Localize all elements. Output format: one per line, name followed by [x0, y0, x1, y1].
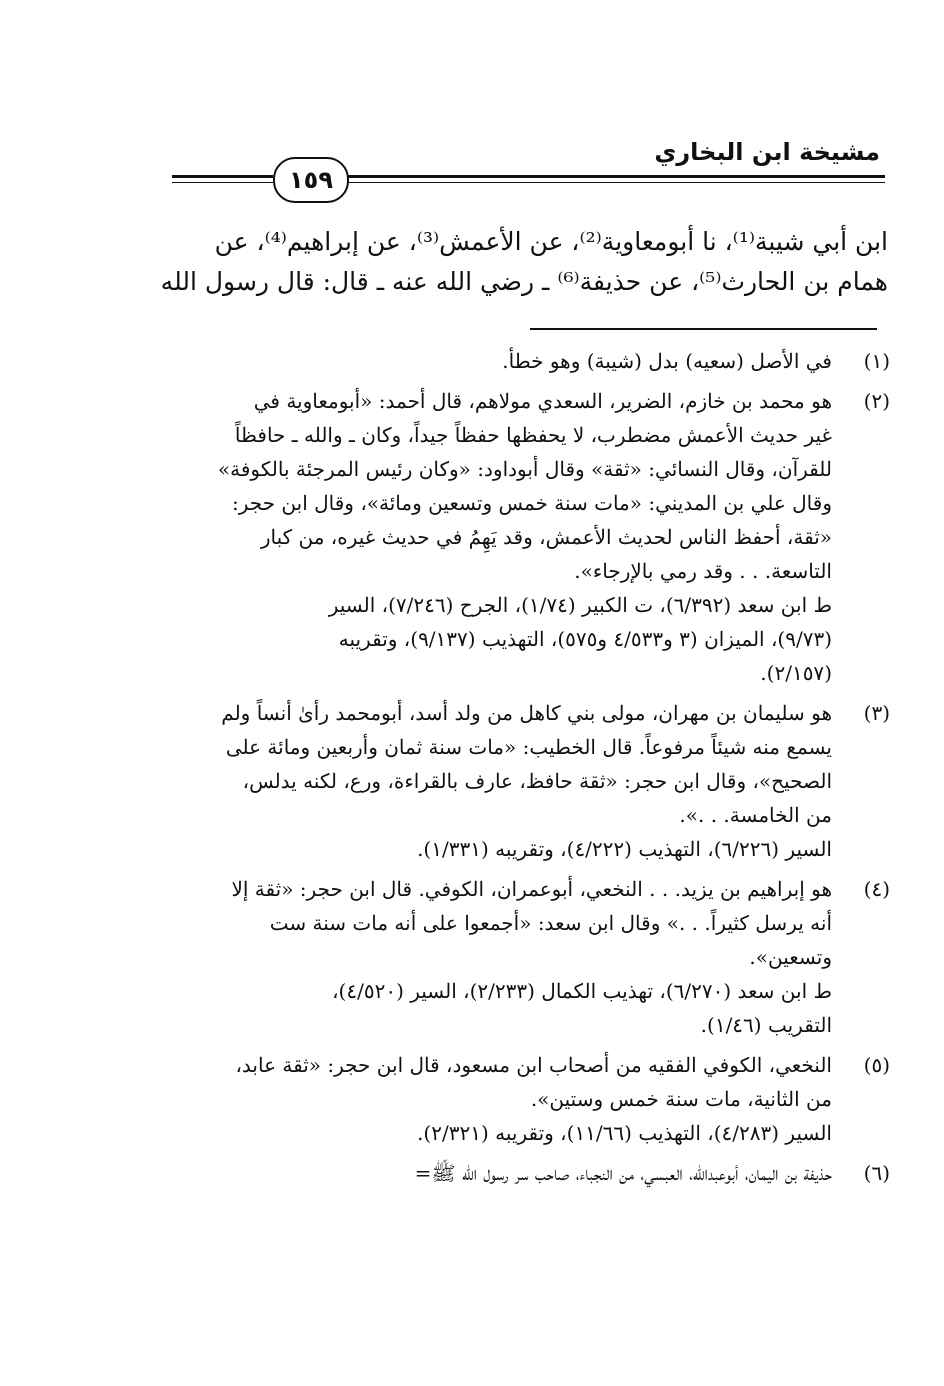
- footnote-line: ط ابن سعد (٦/٢٧٠)، تهذيب الكمال (٢/٢٣٣)، السير (٤/٥٢٠)،: [332, 979, 832, 1003]
- footnote-line: من الخامسة. . .».: [679, 803, 832, 827]
- footnote-3: [160, 696, 890, 866]
- footnote-line: في الأصل (سعيه) بدل (شيبة) وهو خطأ.: [502, 349, 832, 373]
- footnote-line: النخعي، الكوفي الفقيه من أصحاب ابن مسعود، قال ابن حجر: «ثقة عابد،: [235, 1053, 832, 1077]
- page-number: ١٥٩: [289, 166, 333, 194]
- main-text-line: ابن أبي شيبة⁽¹⁾، نا أبومعاوية⁽²⁾، عن الأعمش⁽³⁾، عن إبراهيم⁽⁴⁾، عن: [214, 227, 888, 256]
- header-rule-left-thin: [172, 182, 273, 183]
- footnote-line: يسمع منه شيئاً مرفوعاً. قال الخطيب: «مات سنة ثمان وأربعين ومائة على: [225, 735, 832, 759]
- footnote-line: «ثقة، أحفظ الناس لحديث الأعمش، وقد يَهِمُ في حديث غيره، من كبار: [260, 525, 832, 549]
- header-rule-thick: [345, 175, 885, 178]
- footnote-number: (٢): [863, 389, 890, 413]
- footnote-line: من الثانية، مات سنة خمس وستين».: [530, 1087, 832, 1111]
- footnote-line: حذيفة بن اليمان، أبوعبدالله، العبسي، من النجباء، صاحب سر رسول الله ﷺ=: [414, 1161, 832, 1185]
- footnote-line: ط ابن سعد (٦/٣٩٢)، ت الكبير (١/٧٤)، الجرح (٧/٢٤٦)، السير: [328, 593, 832, 617]
- footnote-line: السير (٤/٢٨٣)، التهذيب (١١/٦٦)، وتقريبه (٢/٣٢١).: [417, 1121, 832, 1145]
- footnote-line: وقال علي بن المديني: «مات سنة خمس وتسعين ومائة»، وقال ابن حجر:: [232, 491, 832, 515]
- footnote-number: (٤): [863, 877, 890, 901]
- header-rule-thin: [345, 182, 885, 183]
- footnote-number: (٣): [863, 701, 890, 725]
- page-number-badge: [273, 157, 349, 203]
- footnotes: [160, 344, 890, 1196]
- footnote-line: (٩/٧٣)، الميزان (٣ و٤/٥٣٣ و٥٧٥)، التهذيب (٩/١٣٧)، وتقريبه: [338, 627, 832, 651]
- header-rule-left-thick: [172, 175, 273, 178]
- footnote-line: التاسعة. . . وقد رمي بالإرجاء».: [574, 559, 832, 583]
- running-header-title: مشيخة ابن البخاري: [654, 138, 880, 166]
- footnote-2: [160, 384, 890, 690]
- footnote-number: (٦): [863, 1161, 890, 1185]
- footnote-separator: [530, 328, 877, 330]
- footnote-line: التقريب (١/٤٦).: [700, 1013, 832, 1037]
- main-text-line: همام بن الحارث⁽⁵⁾، عن حذيفة⁽⁶⁾ ـ رضي الله عنه ـ قال: قال رسول الله: [160, 267, 888, 296]
- footnote-line: غير حديث الأعمش مضطرب، لا يحفظها حفظاً جيداً، وكان ـ والله ـ حافظاً: [234, 423, 832, 447]
- footnote-line: هو محمد بن خازم، الضرير، السعدي مولاهم، قال أحمد: «أبومعاوية في: [253, 389, 832, 413]
- footnote-line: السير (٦/٢٢٦)، التهذيب (٤/٢٢٢)، وتقريبه (١/٣٣١).: [417, 837, 832, 861]
- footnote-line: الصحيح»، وقال ابن حجر: «ثقة حافظ، عارف بالقراءة، ورع، لكنه يدلس،: [242, 769, 832, 793]
- footnote-6: [160, 1156, 890, 1190]
- footnote-line: أنه يرسل كثيراً. . .» وقال ابن سعد: «أجمعوا على أنه مات سنة ست: [269, 911, 832, 935]
- footnote-line: هو إبراهيم بن يزيد. . . النخعي، أبوعمران، الكوفي. قال ابن حجر: «ثقة إلا: [231, 877, 832, 901]
- footnote-line: هو سليمان بن مهران، مولى بني كاهل من ولد أسد، أبومحمد رأىٰ أنساً ولم: [221, 701, 832, 725]
- footnote-4: [160, 872, 890, 1042]
- footnote-line: (٢/١٥٧).: [760, 661, 832, 685]
- footnote-5: [160, 1048, 890, 1150]
- footnote-1: [160, 344, 890, 378]
- footnote-line: وتسعين».: [749, 945, 832, 969]
- footnote-line: للقرآن، وقال النسائي: «ثقة» وقال أبوداود: «وكان رئيس المرجئة بالكوفة»: [217, 457, 832, 481]
- footnote-number: (١): [863, 349, 890, 373]
- main-text: [158, 222, 888, 302]
- footnote-number: (٥): [863, 1053, 890, 1077]
